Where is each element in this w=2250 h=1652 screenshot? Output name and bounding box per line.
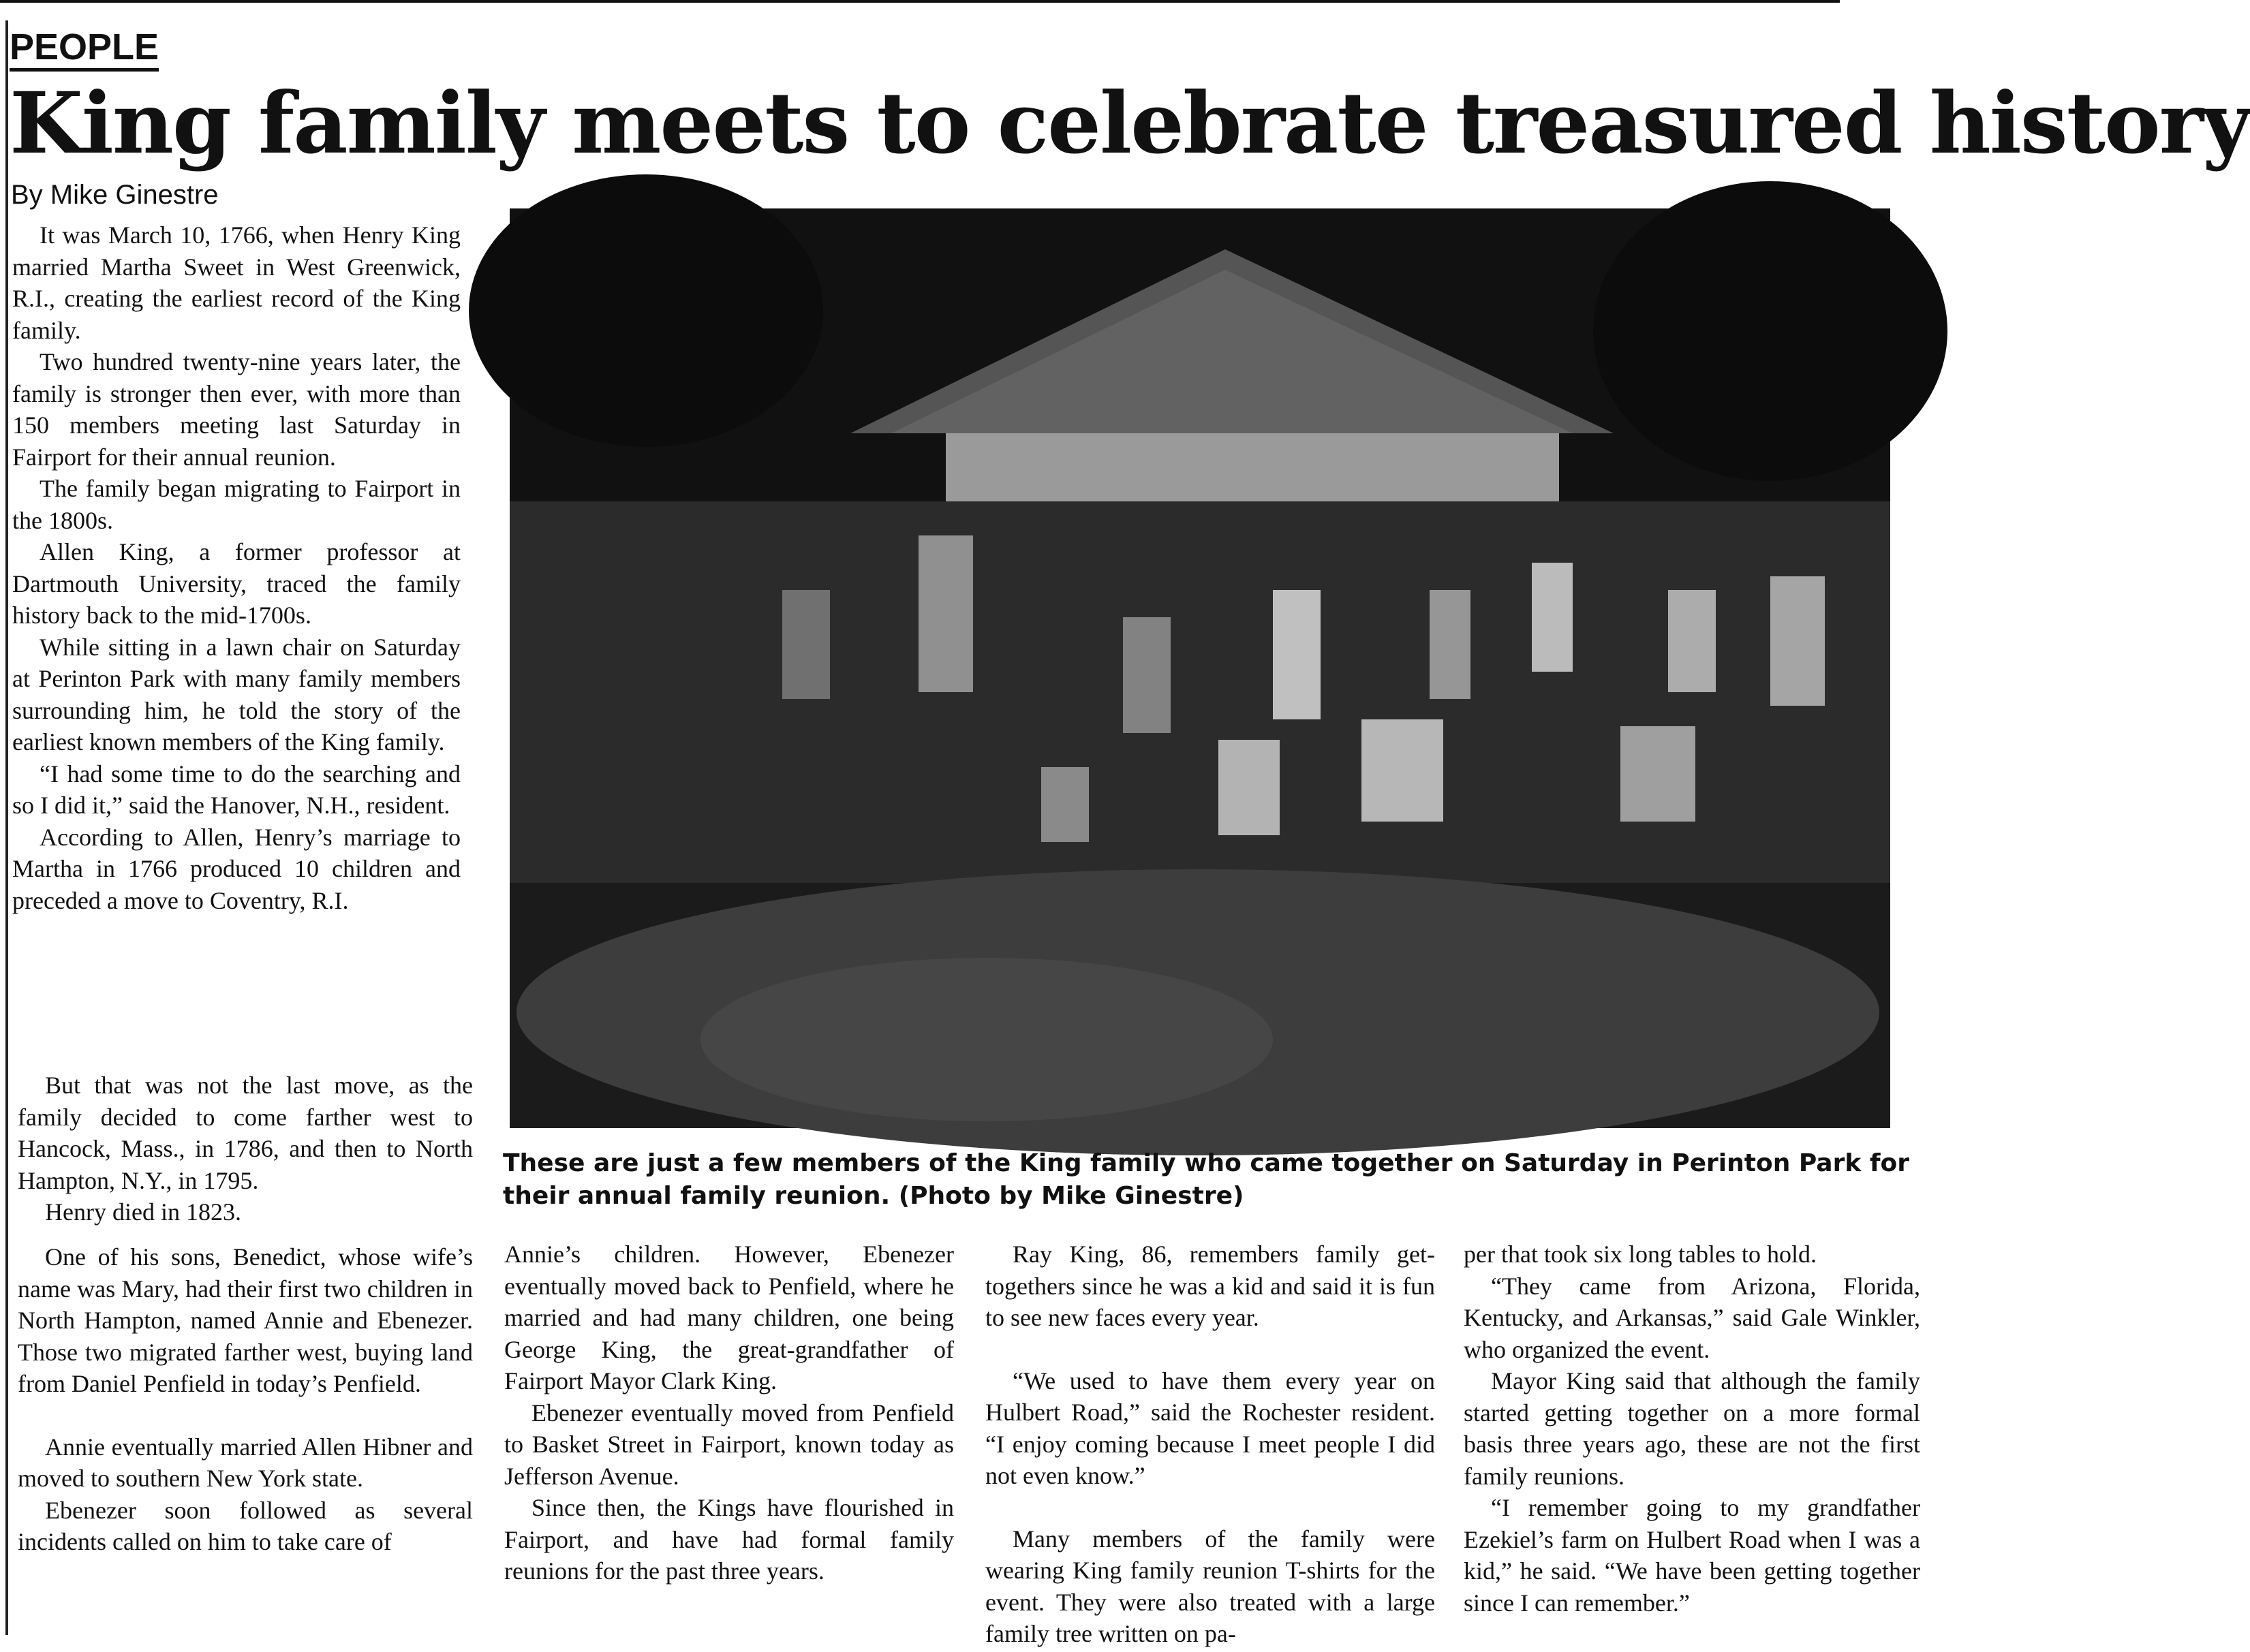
paragraph: Ebenezer soon followed as several incidents called on him to take care of [18,1496,473,1555]
photo-caption: These are just a few members of the King family who came together on Saturday in Perinton Park for their annual family reunion. (Photo by Mike Ginestre) [503,1149,1909,1210]
paragraph: “They came from Arizona, Florida, Kentucky, and Arkansas,” said Gale Winkler, who organized the event. [1464,1272,1920,1363]
paragraph: Henry died in 1823. [45,1198,241,1226]
paragraph: “We used to have them every year on Hulbert Road,” said the Rochester resident. “I enjoy coming because I meet people I did not even know.” [985,1367,1435,1489]
paragraph: The family began migrating to Fairport in the 1800s. [12,475,461,534]
paragraph: It was March 10, 1766, when Henry King married Martha Sweet in West Greenwick, R.I., creating the earliest record of the King family. [12,221,461,344]
paragraph: Annie eventually married Allen Hibner and moved to southern New York state. [18,1433,473,1492]
paragraph: Ray King, 86, remembers family get-togethers since he was a kid and said it is fun to see new faces every year. [985,1241,1435,1331]
reunion-photo [510,208,1890,1128]
column-4 [1464,1238,1920,1619]
paragraph: Mayor King said that although the family started getting together on a more formal basis three years ago, these are not the first family reunions. [1464,1367,1920,1490]
column-1-bottom [18,1241,473,1558]
column-1-middle [18,1070,473,1228]
column-3 [985,1238,1435,1650]
paragraph: Allen King, a former professor at Dartmouth University, traced the family history back to the mid-1700s. [12,538,461,629]
paragraph: Ebenezer eventually moved from Penfield to Basket Street in Fairport, known today as Jefferson Avenue. [504,1399,954,1490]
paragraph: per that took six long tables to hold. [1464,1241,1817,1268]
paragraph: Two hundred twenty-nine years later, the family is stronger then ever, with more than 150 members meeting last Saturday in Fairport for their annual reunion. [12,348,461,471]
photo-illustration [510,208,1890,1128]
headline: King family meets to celebrate treasured history [10,74,2250,173]
column-1-top [12,219,461,916]
paragraph: One of his sons, Benedict, whose wife’s name was Mary, had their first two children in North Hampton, named Annie and Ebenezer. Those two migrated farther west, buying land from Daniel Penfield in today’s Penfield. [18,1243,473,1397]
byline: By Mike Ginestre [11,180,219,210]
top-rule [0,0,1840,3]
column-2 [504,1238,954,1587]
section-label: PEOPLE [10,26,159,72]
paragraph: Since then, the Kings have flourished in Fairport, and have had formal family reunions for the past three years. [504,1494,954,1585]
paragraph: But that was not the last move, as the family decided to come farther west to Hancock, Mass., in 1786, and then to North Hampton, N.Y., in 1795. [18,1072,473,1194]
paragraph: Many members of the family were wearing King family reunion T-shirts for the event. They were also treated with a large family tree written on pa- [985,1525,1435,1647]
paragraph: “I had some time to do the searching and so I did it,” said the Hanover, N.H., resident. [12,760,461,819]
paragraph: Annie’s children. However, Ebenezer eventually moved back to Penfield, where he married and had many children, one being George King, the great-grandfather of Fairport Mayor Clark King. [504,1241,954,1394]
paragraph: According to Allen, Henry’s marriage to Martha in 1766 produced 10 children and preceded a move to Coventry, R.I. [12,823,461,914]
left-rule [5,20,8,1635]
paragraph: “I remember going to my grandfather Ezekiel’s farm on Hulbert Road when I was a kid,” he said. “We have been getting together since I can remember.” [1464,1494,1920,1617]
paragraph: While sitting in a lawn chair on Saturday at Perinton Park with many family members surrounding him, he told the story of the earliest known members of the King family. [12,633,461,755]
